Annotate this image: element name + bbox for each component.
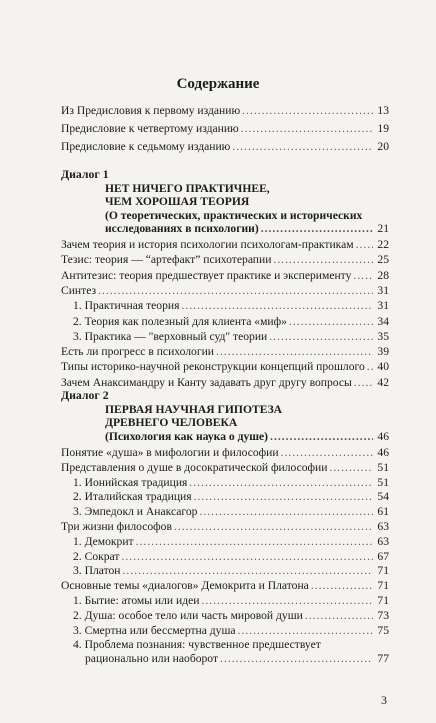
toc-entry-text: Три жизни философов	[61, 520, 172, 533]
toc-entry-text: 3. Эмпедокл и Анаксагор	[73, 505, 198, 519]
toc-entry-text: Предисловие к четвертому изданию	[61, 122, 239, 135]
toc-entry	[73, 505, 389, 519]
toc-entry-text: Синтез	[61, 283, 97, 297]
toc-entry-text: 1. Ионийская традиция	[73, 475, 188, 489]
toc-entry	[61, 269, 389, 283]
dialog-2-heading: ПЕРВАЯ НАУЧНАЯ ГИПОТЕЗА	[105, 403, 283, 416]
toc-entry-multiline-cont: рационально или наоборот ..... 77	[85, 652, 389, 666]
toc-entry-page: 67	[377, 549, 389, 563]
toc-entry-page: 34	[377, 314, 389, 328]
toc-entry-text: 1. Практичная теория	[73, 299, 180, 313]
toc-entry-page: 42	[377, 375, 389, 389]
toc-entry-page: 28	[377, 268, 389, 282]
toc-entry	[73, 564, 389, 578]
toc-entry	[73, 535, 389, 549]
dialog-1-label: Диалог 1	[61, 167, 109, 181]
toc-entry-text: Антитезис: теория предшествует практике и эксперименту	[61, 268, 352, 282]
toc-entry-text: 3. Платон	[73, 564, 121, 578]
toc-entry-text: Типы историко-научной реконструкции концепций прошлого	[61, 360, 365, 374]
dialog-2-label: Диалог 2	[61, 388, 109, 402]
toc-entry-page: 31	[377, 299, 389, 313]
toc-entry-page: 21	[377, 222, 389, 235]
toc-entry-text: 1. Бытие: атомы или идеи	[73, 594, 200, 607]
toc-entry-text: 2. Теория как полезный для клиента «миф»	[73, 314, 287, 328]
toc-entry-page: 40	[377, 360, 389, 374]
toc-entry-page: 71	[377, 579, 389, 593]
toc-entry-page: 39	[377, 345, 389, 359]
toc-entry-page: 51	[377, 475, 389, 489]
toc-entry-page: 35	[377, 329, 389, 343]
toc-entry-page: 73	[377, 608, 389, 622]
toc-entry	[73, 609, 389, 623]
toc-entry-page: 54	[377, 490, 389, 504]
toc-entry	[61, 345, 389, 359]
toc-entry-text: Из Предисловия к первому изданию	[61, 104, 241, 117]
toc-entry	[73, 315, 389, 329]
toc-entry-page: 13	[377, 104, 389, 117]
toc-entry	[73, 490, 389, 504]
toc-entry-text: 1. Демокрит	[73, 534, 134, 548]
toc-entry-text: 2. Италийская традиция	[73, 490, 192, 504]
toc-entry-page: 77	[377, 652, 389, 665]
page-title: Содержание	[176, 76, 260, 92]
toc-entry-page: 51	[377, 460, 389, 474]
toc-entry-text: Зачем теория и история психологии психологам-практикам	[61, 238, 354, 251]
toc-entry	[61, 360, 389, 374]
toc-entry-page: 63	[377, 520, 389, 533]
toc-entry	[61, 140, 389, 154]
toc-entry	[61, 461, 389, 475]
toc-entry-page: 22	[377, 238, 389, 251]
toc-entry-page: 31	[377, 283, 389, 297]
toc-entry-page: 71	[377, 594, 389, 607]
toc-entry	[61, 253, 389, 267]
toc-entry	[73, 299, 389, 313]
toc-entry-text: Предисловие к седьмому изданию	[61, 140, 231, 153]
toc-entry-page: 20	[377, 140, 389, 153]
toc-entry-page: 46	[377, 446, 389, 459]
toc-entry-page: 61	[377, 505, 389, 519]
toc-entry-text: 3. Смертна или бессмертна душа	[73, 623, 236, 637]
toc-entry	[61, 122, 389, 136]
toc-entry-text: Понятие «душа» в мифологии и философии	[61, 446, 279, 459]
toc-entry	[73, 550, 389, 564]
toc-entry	[73, 594, 389, 608]
dialog-2-heading-cont: ДРЕВНЕГО ЧЕЛОВЕКА	[105, 416, 238, 429]
toc-entry	[61, 104, 389, 118]
toc-entry-text: 2. Душа: особое тело или часть мировой души	[73, 608, 303, 622]
toc-entry-page: 46	[377, 430, 389, 443]
toc-entry	[61, 579, 389, 593]
toc-entry-text: Представления о душе в досократической философии	[61, 460, 328, 474]
dialog-1-heading: НЕТ НИЧЕГО ПРАКТИЧНЕЕ,	[105, 182, 270, 195]
toc-entry-text: 3. Практика — "верховный суд" теории	[73, 329, 268, 343]
toc-entry-page: 75	[377, 623, 389, 637]
toc-entry	[73, 476, 389, 490]
dialog-1-subtitle: (О теоретических, практических и исторических	[105, 209, 363, 222]
toc-entry-text: Зачем Анаксимандру и Канту задавать друг другу вопросы	[61, 375, 352, 389]
toc-entry-page: 63	[377, 534, 389, 548]
toc-entry-page: 25	[377, 253, 389, 267]
dialog-2-subtitle: (Психология как наука о душе) ..... 46	[105, 430, 389, 444]
toc-entry-text: Тезис: теория — “артефакт” психотерапии	[61, 253, 272, 267]
toc-entry	[61, 446, 389, 460]
dialog-1-subtitle-cont: исследованиях в психологии) ..... 21	[105, 222, 389, 236]
toc-entry	[73, 330, 389, 344]
toc-entry-text: Основные темы «диалогов» Демокрита и Платона	[61, 579, 309, 593]
toc-entry	[61, 238, 389, 252]
dialog-1-heading-cont: ЧЕМ ХОРОШАЯ ТЕОРИЯ	[105, 195, 250, 208]
toc-entry-page: 19	[377, 122, 389, 135]
toc-entry-text: Есть ли прогресс в психологии	[61, 345, 215, 359]
page-number: 3	[381, 693, 387, 707]
toc-entry	[61, 284, 389, 298]
toc-entry-text: 2. Сократ	[73, 549, 120, 563]
toc-entry	[61, 376, 389, 390]
toc-entry-page: 71	[377, 564, 389, 578]
toc-entry-multiline: 4. Проблема познания: чувственное предшествует	[73, 638, 321, 651]
toc-entry	[73, 624, 389, 638]
toc-entry	[61, 520, 389, 534]
